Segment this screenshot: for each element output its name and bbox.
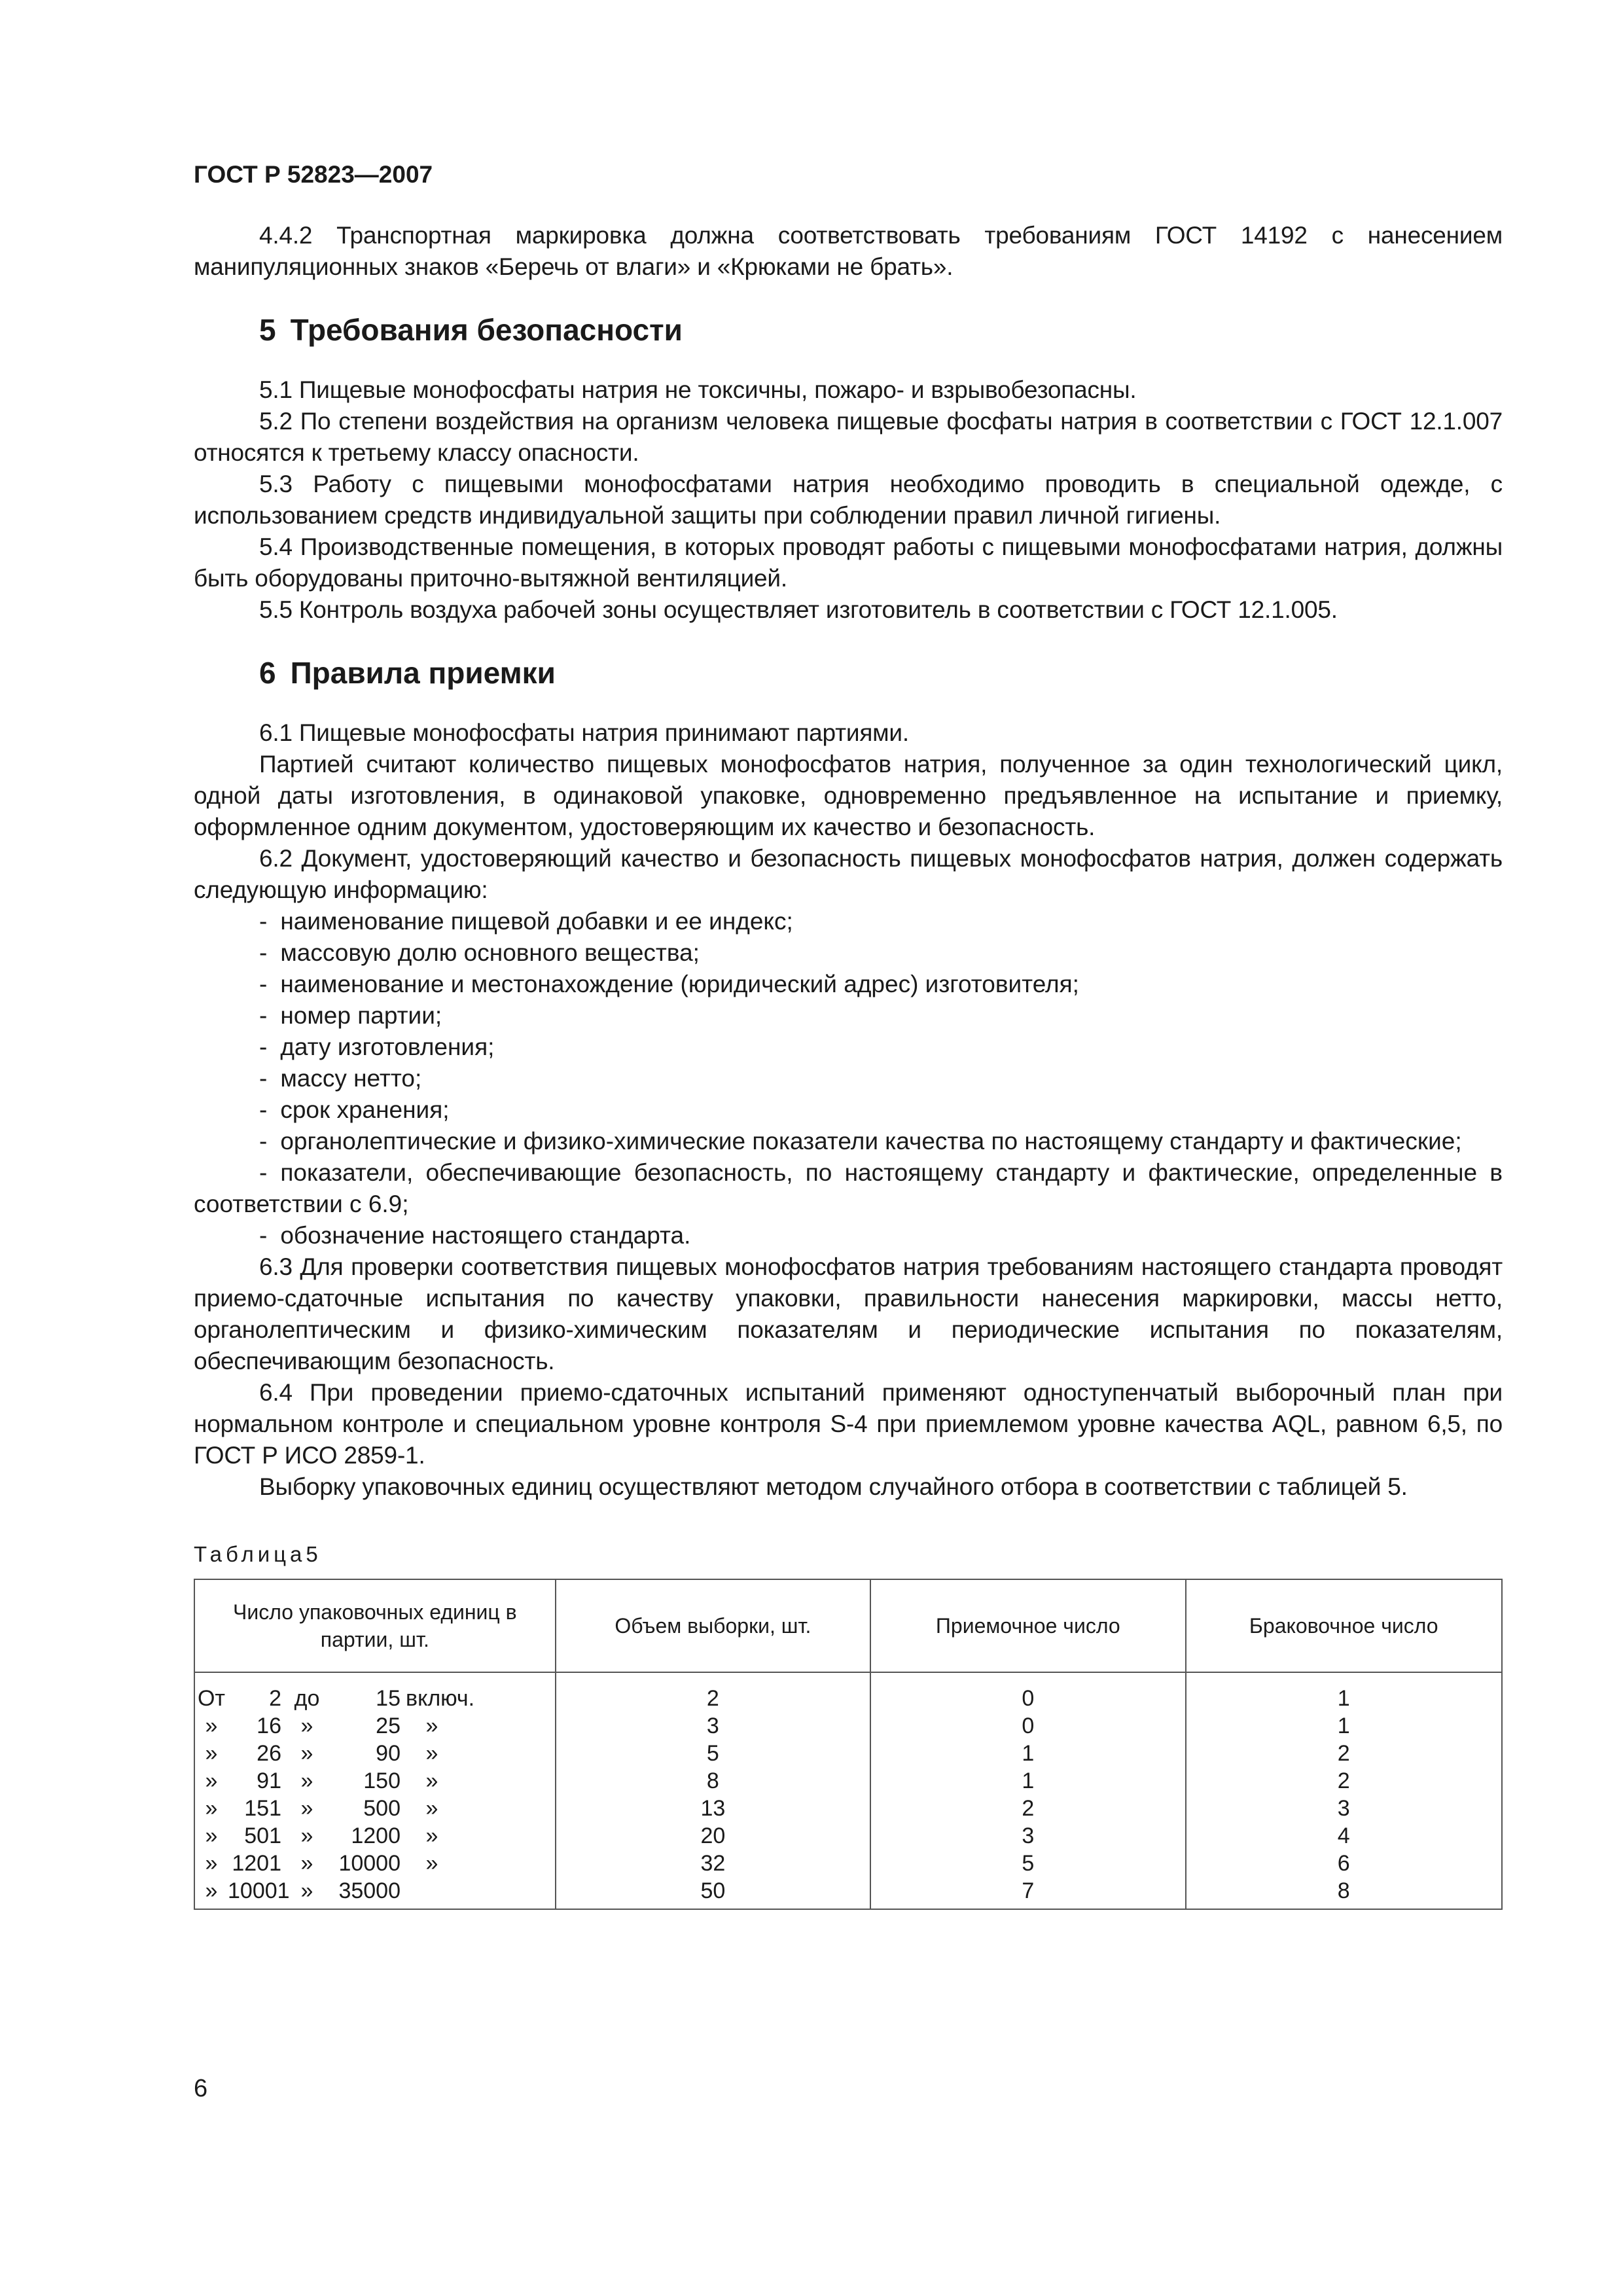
range-to-word: » [300, 1741, 313, 1766]
paragraph-5-3: 5.3 Работу с пищевыми монофосфатами натрия необходимо проводить в специальной одежде, с использованием средств индивидуальной защиты при соблюдении правил личной гигиены. [194, 471, 1503, 529]
acceptance-number-cell: 0 [870, 1672, 1185, 1712]
paragraph-6-3: 6.3 Для проверки соответствия пищевых монофосфатов натрия требованиям настоящего стандарта проводят приемо-сдаточные испытания по качеству упаковки, правильности нанесения маркировки, массы нетто, органолептическим и физико-химическим показателям и периодические испытания по показателям, обеспечивающим безопасность. [194, 1253, 1503, 1374]
list-item: - срок хранения; [259, 1096, 450, 1123]
lot-size-range-cell [194, 1822, 556, 1850]
acceptance-number-cell: 2 [870, 1795, 1185, 1822]
range-from: 26 [257, 1741, 281, 1766]
range-suffix: » [425, 1713, 438, 1738]
range-from: 16 [257, 1713, 281, 1738]
rejection-number-cell: 2 [1186, 1740, 1503, 1767]
range-from: 91 [257, 1768, 281, 1793]
standard-designation: ГОСТ Р 52823—2007 [194, 161, 433, 188]
range-from: 151 [244, 1796, 281, 1821]
range-to: 90 [376, 1741, 401, 1766]
rejection-number-cell: 3 [1186, 1795, 1503, 1822]
rejection-number-cell: 6 [1186, 1850, 1503, 1877]
range-to: 25 [376, 1713, 401, 1738]
acceptance-number-cell: 0 [870, 1712, 1185, 1740]
table-row [194, 1850, 1502, 1877]
table-row [194, 1672, 1502, 1712]
table-5 [194, 1579, 1503, 1910]
paragraph-5-5: 5.5 Контроль воздуха рабочей зоны осуществляет изготовитель в соответствии с ГОСТ 12.1.005. [259, 596, 1338, 623]
sample-size-cell: 8 [556, 1767, 870, 1795]
range-prefix: » [205, 1851, 218, 1876]
table-row [194, 1877, 1502, 1909]
table-header-row [194, 1579, 1502, 1672]
range-prefix: » [205, 1878, 218, 1903]
paragraph-5-1: 5.1 Пищевые монофосфаты натрия не токсичны, пожаро- и взрывобезопасны. [259, 376, 1137, 403]
header-rejection-number: Браковочное число [1186, 1579, 1503, 1672]
table-5-body [194, 1672, 1502, 1909]
document-info-list [194, 906, 1503, 1251]
table-row [194, 1795, 1502, 1822]
acceptance-number-cell: 1 [870, 1740, 1185, 1767]
sample-size-cell: 50 [556, 1877, 870, 1909]
table-row [194, 1740, 1502, 1767]
range-to-word: » [300, 1796, 313, 1821]
range-suffix: » [425, 1823, 438, 1848]
range-to: 15 [376, 1686, 401, 1711]
table-5-caption: Таблица5 [194, 1542, 322, 1566]
section-6-heading [194, 653, 1503, 692]
paragraph-6-1: 6.1 Пищевые монофосфаты натрия принимают партиями. [259, 719, 909, 746]
acceptance-number-cell: 7 [870, 1877, 1185, 1909]
list-item: - показатели, обеспечивающие безопасность, по настоящему стандарту и фактические, определенные в соответствии с 6.9; [194, 1159, 1503, 1217]
range-suffix: » [425, 1796, 438, 1821]
range-suffix [406, 1877, 458, 1905]
list-item: - наименование и местонахождение (юридический адрес) изготовителя; [259, 971, 1079, 997]
lot-size-range-cell [194, 1767, 556, 1795]
sample-size-cell: 20 [556, 1822, 870, 1850]
sample-size-cell: 32 [556, 1850, 870, 1877]
table-row [194, 1822, 1502, 1850]
list-item: - массу нетто; [259, 1065, 422, 1092]
lot-size-range-cell [194, 1850, 556, 1877]
header-lot-size: Число упаковочных единиц в партии, шт. [194, 1579, 556, 1672]
lot-size-range-cell [194, 1712, 556, 1740]
lot-size-range-cell [194, 1795, 556, 1822]
range-from: 2 [269, 1686, 281, 1711]
rejection-number-cell: 4 [1186, 1822, 1503, 1850]
page-number: 6 [194, 2075, 208, 2102]
table-row [194, 1767, 1502, 1795]
paragraph-6-4: 6.4 При проведении приемо-сдаточных испытаний применяют одноступенчатый выборочный план при нормальном контроле и специальном уровне контроля S-4 при приемлемом уровне качества AQL, равном 6,5, по ГОСТ Р ИСО 2859-1. [194, 1379, 1503, 1469]
section-5-number: 5 [259, 313, 276, 347]
list-item: - номер партии; [259, 1002, 442, 1029]
paragraph-6-4-sampling: Выборку упаковочных единиц осуществляют методом случайного отбора в соответствии с таблицей 5. [259, 1473, 1408, 1500]
range-from: 10001 [228, 1878, 290, 1903]
paragraph-4-4-2: 4.4.2 Транспортная маркировка должна соответствовать требованиям ГОСТ 14192 с нанесением манипуляционных знаков «Беречь от влаги» и «Крюками не брать». [194, 222, 1503, 280]
rejection-number-cell: 1 [1186, 1672, 1503, 1712]
range-to: 500 [363, 1796, 401, 1821]
header-acceptance-number: Приемочное число [870, 1579, 1185, 1672]
section-5-heading [194, 310, 1503, 350]
paragraph-6-1-batch: Партией считают количество пищевых монофосфатов натрия, полученное за один технологический цикл, одной даты изготовления, в одинаковой упаковке, одновременно предъявленное на испытание и приемку, оформленное одним документом, удостоверяющим их качество и безопасность. [194, 751, 1503, 840]
sample-size-cell: 13 [556, 1795, 870, 1822]
range-suffix: » [425, 1851, 438, 1876]
range-prefix: » [205, 1768, 218, 1793]
sample-size-cell: 5 [556, 1740, 870, 1767]
header-sample-size: Объем выборки, шт. [556, 1579, 870, 1672]
rejection-number-cell: 8 [1186, 1877, 1503, 1909]
range-to: 35000 [338, 1878, 401, 1903]
paragraph-5-4: 5.4 Производственные помещения, в которых проводят работы с пищевыми монофосфатами натрия, должны быть оборудованы приточно-вытяжной вентиляцией. [194, 533, 1503, 592]
sample-size-cell: 2 [556, 1672, 870, 1712]
paragraph-6-2: 6.2 Документ, удостоверяющий качество и безопасность пищевых монофосфатов натрия, должен содержать следующую информацию: [194, 845, 1503, 903]
acceptance-number-cell: 5 [870, 1850, 1185, 1877]
section-6-title: Правила приемки [290, 656, 556, 690]
range-prefix: » [205, 1823, 218, 1848]
rejection-number-cell: 1 [1186, 1712, 1503, 1740]
range-to-word: » [300, 1823, 313, 1848]
section-6-number: 6 [259, 656, 276, 690]
range-to: 150 [363, 1768, 401, 1793]
range-prefix: От [197, 1686, 226, 1711]
paragraph-5-2: 5.2 По степени воздействия на организм человека пищевые фосфаты натрия в соответствии с ГОСТ 12.1.007 относятся к третьему классу опасности. [194, 408, 1503, 466]
range-prefix: » [205, 1713, 218, 1738]
range-from: 1201 [232, 1851, 281, 1876]
range-to: 10000 [338, 1851, 401, 1876]
range-to-word: » [300, 1878, 313, 1903]
acceptance-number-cell: 3 [870, 1822, 1185, 1850]
range-to-word: » [300, 1768, 313, 1793]
acceptance-number-cell: 1 [870, 1767, 1185, 1795]
document-page [194, 157, 1503, 1910]
lot-size-range-cell [194, 1877, 556, 1909]
range-to: 1200 [351, 1823, 401, 1848]
range-to-word: до [294, 1686, 320, 1711]
lot-size-range-cell [194, 1740, 556, 1767]
list-item: - массовую долю основного вещества; [259, 939, 700, 966]
lot-size-range-cell [194, 1672, 556, 1712]
list-item: - наименование пищевой добавки и ее индекс; [259, 908, 793, 935]
range-to-word: » [300, 1851, 313, 1876]
list-item: - дату изготовления; [259, 1033, 495, 1060]
range-suffix: включ. [406, 1686, 475, 1711]
range-prefix: » [205, 1796, 218, 1821]
rejection-number-cell: 2 [1186, 1767, 1503, 1795]
list-item: - обозначение настоящего стандарта. [259, 1222, 691, 1249]
range-suffix: » [425, 1741, 438, 1766]
list-item: - органолептические и физико-химические показатели качества по настоящему стандарту и фактические; [259, 1128, 1462, 1155]
range-from: 501 [244, 1823, 281, 1848]
range-suffix: » [425, 1768, 438, 1793]
table-row [194, 1712, 1502, 1740]
section-5-title: Требования безопасности [290, 313, 683, 347]
range-to-word: » [300, 1713, 313, 1738]
range-prefix: » [205, 1741, 218, 1766]
sample-size-cell: 3 [556, 1712, 870, 1740]
